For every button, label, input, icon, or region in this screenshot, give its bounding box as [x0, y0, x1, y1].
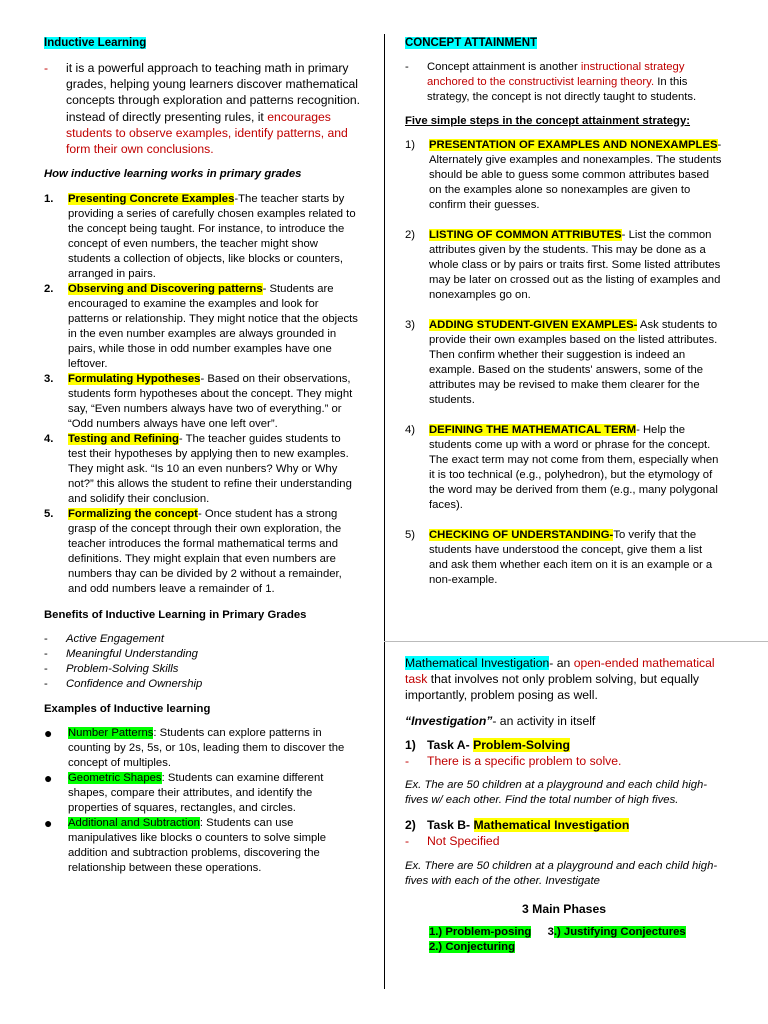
example-label: Number Patterns: [68, 727, 154, 740]
intro-text-a: it is a powerful approach to teaching math in primary grades, helping young learners discover mathematical concepts through exploration and patterns recognition. instead of directly presenting rules, it: [66, 61, 361, 124]
list-item: [405, 138, 723, 213]
task-note: There is a specific problem to solve.: [427, 754, 622, 769]
example-text: : Students can use manipulatives like blocks o counters to solve simple addition and subtraction problems, discovering the relationship between these operations.: [68, 817, 327, 875]
list-item: [44, 632, 362, 647]
column-divider: [384, 34, 385, 989]
step-number: 2): [405, 229, 416, 241]
list-item: [44, 771, 362, 816]
task-b-note: [405, 833, 723, 849]
list-item: [44, 372, 362, 432]
list-item: [44, 432, 362, 507]
phase-1: 1.) Problem-posing: [429, 925, 532, 938]
dash-marker: -: [44, 648, 48, 661]
dash-marker: -: [44, 633, 48, 646]
benefit-text: Problem-Solving Skills: [66, 663, 179, 676]
phase-3-num: 3: [547, 925, 554, 938]
step-text: - List the common attributes given by the students. This may be done as a whole class or by pairs or traits first. Some listed attributes may be later on crossed out as the listing of examples and nonexamples go on.: [429, 229, 721, 301]
mi-red: open-ended mathematical task: [405, 656, 715, 687]
list-item: [405, 228, 723, 303]
step-text: - Students are encouraged to examine the examples and look for patterns or relationship. They might notice that the objects in the even number examples are always grounded in pairs, while those in odd number examples have one leftover.: [68, 283, 358, 371]
list-item: [44, 647, 362, 662]
dash-marker: -: [405, 834, 410, 849]
example-text: : Students can explore patterns in counting by 2s, 5s, or 10s, leading them to discover the concept of multiples.: [68, 727, 345, 770]
step-text: - Alternately give examples and nonexamples. The students should be able to guess some common attributes based on the examples alone so nonexamples are given to confirm their guesses.: [429, 139, 722, 211]
step-number: 5.: [44, 508, 54, 521]
dash-marker: -: [405, 754, 410, 769]
task-number: 2): [405, 818, 416, 833]
step-number: 3): [405, 319, 416, 331]
list-item: [44, 192, 362, 282]
task-a-heading: [405, 737, 723, 753]
left-column: [44, 36, 362, 876]
intro-paragraph: [44, 60, 362, 157]
step-number: 1): [405, 139, 416, 151]
task-b-heading: [405, 817, 723, 833]
example-text: : Students can examine different shapes, compare their attributes, and identify the properties of squares, rectangles, and circles.: [68, 772, 324, 815]
mi-rest: that involves not only problem solving, but equally importantly, problem posing as well.: [405, 672, 700, 703]
ca-steps-heading: Five simple steps in the concept attainment strategy:: [405, 115, 691, 127]
step-text: Ask students to provide their own examples based on the listed attributes. Then confirm whether their suggestion is indeed an example. Based on the students' answers, some of the attributes may be revised to make them clearer for the students.: [429, 319, 718, 406]
benefit-text: Active Engagement: [66, 633, 164, 646]
step-text: - The teacher guides students to test their hypotheses by applying then to new examples. They might ask. “Is 10 an even nunbers? Why or Why not?” this allows the student to refine their understanding and solidify their conclusion.: [68, 433, 352, 506]
mi-dash: - an: [549, 656, 574, 670]
step-text: - Help the students come up with a word or phrase for the concept. The exact term may not come from them, especially when it is too technical (e.g., polyhedron), but the etymology of the word may be derived from them (e.g., many polygonal faces).: [429, 424, 719, 511]
list-item: [405, 318, 723, 408]
intro-text-red: encourages students to observe examples, identify patterns, and form their own conclusions.: [66, 109, 348, 157]
example-b: Ex. There are 50 children at a playground and each child high-fives with each of the other. Investigate: [405, 859, 718, 887]
benefit-text: Confidence and Ownership: [66, 678, 203, 691]
step-label: Presenting Concrete Examples: [68, 193, 235, 206]
list-item: [44, 662, 362, 677]
step-label: CHECKING OF UNDERSTANDING-: [429, 529, 614, 541]
ca-intro: [405, 60, 723, 105]
title-highlight: CONCEPT ATTAINMENT: [405, 37, 538, 49]
mi-label: Mathematical Investigation: [405, 656, 550, 670]
ca-intro-text: [427, 60, 723, 105]
phase-3: .) Justifying Conjectures: [553, 925, 686, 938]
step-number: 1.: [44, 193, 54, 206]
phases-row-2: [429, 940, 723, 955]
how-heading: How inductive learning works in primary grades: [44, 168, 302, 181]
list-item: [405, 423, 723, 513]
title-highlight: Inductive Learning: [44, 37, 147, 49]
bullet-icon: ●: [44, 770, 53, 787]
ca-intro-red: instructional strategy anchored to the constructivist learning theory.: [427, 61, 685, 88]
math-investigation-section: [405, 655, 723, 955]
step-number: 4): [405, 424, 416, 436]
benefits-list: [44, 632, 362, 692]
list-item: [405, 528, 723, 588]
step-number: 4.: [44, 433, 54, 446]
investigation-rest: - an activity in itself: [492, 713, 596, 728]
step-label: ADDING STUDENT-GIVEN EXAMPLES-: [429, 319, 638, 331]
task-label: Problem-Solving: [473, 737, 570, 752]
list-item: [44, 677, 362, 692]
bullet-icon: ●: [44, 815, 53, 832]
task-a-note: [405, 753, 723, 769]
example-a: Ex. The are 50 children at a playground and each child high-fives w/ each other. Find the total number of high fives.: [405, 779, 708, 807]
concept-attainment-title: [405, 36, 723, 51]
ca-intro-b: In this strategy, the concept is not directly taught to students.: [427, 76, 697, 103]
ca-intro-a: Concept attainment is another: [427, 61, 581, 73]
list-item: [44, 726, 362, 771]
example-label: Geometric Shapes: [68, 772, 162, 785]
task-number: 1): [405, 737, 416, 752]
step-label: Observing and Discovering patterns: [68, 283, 263, 296]
examples-list: [44, 726, 362, 876]
step-number: 2.: [44, 283, 54, 296]
investigation-line: [405, 713, 723, 729]
dash-marker: -: [44, 663, 48, 676]
step-label: Formalizing the concept: [68, 508, 198, 521]
step-text: -The teacher starts by providing a series of carefully chosen examples related to the concept being taught. For instance, to introduce the concept of even numbers, the teacher might show students a collection of objects, like blocks or counters, arranged in pairs.: [68, 193, 356, 281]
step-text: - Once student has a strong grasp of the concept through their own exploration, the teacher introduces the formal mathematical terms and definitions. They might explain that even numbers are numbers thay can be divided by 2 without a remainder, and odd numbers leave a remainder of 1.: [68, 508, 342, 596]
benefits-heading: Benefits of Inductive Learning in Primary Grades: [44, 609, 307, 622]
ca-steps-list: [405, 138, 723, 588]
mi-paragraph: [405, 655, 723, 704]
step-number: 3.: [44, 373, 54, 386]
step-number: 5): [405, 529, 416, 541]
step-label: LISTING OF COMMON ATTRIBUTES: [429, 229, 622, 241]
dash-marker: -: [405, 61, 409, 73]
inductive-learning-title: [44, 36, 362, 51]
phase-2: 2.) Conjecturing: [429, 940, 515, 953]
right-column: [405, 36, 723, 588]
list-item: [44, 816, 362, 876]
list-item: [44, 507, 362, 597]
phases-row-1: [429, 925, 723, 940]
step-label: DEFINING THE MATHEMATICAL TERM: [429, 424, 637, 436]
steps-list: [44, 192, 362, 597]
step-label: Testing and Refining: [68, 433, 179, 446]
example-label: Additional and Subtraction: [68, 817, 200, 830]
list-item: [44, 282, 362, 372]
dash-marker: -: [44, 61, 49, 75]
dash-marker: -: [44, 678, 48, 691]
step-text: To verify that the students have understood the concept, give them a list and ask them whether each item on it is an example or a non-example.: [429, 529, 713, 586]
investigation-label: “Investigation”: [405, 713, 493, 728]
step-text: - Based on their observations, students form hypotheses about the concept. They might say, “Even numbers always have two of everything.” or “Odd numbers always have one left over”.: [68, 373, 353, 431]
task-label: Mathematical Investigation: [473, 818, 630, 833]
task-note: Not Specified: [427, 834, 500, 849]
step-label: PRESENTATION OF EXAMPLES AND NONEXAMPLES: [429, 139, 718, 151]
task-prefix: Task A-: [427, 737, 474, 752]
step-label: Formulating Hypotheses: [68, 373, 201, 386]
intro-text: [66, 60, 362, 157]
examples-heading: Examples of Inductive learning: [44, 703, 211, 716]
benefit-text: Meaningful Understanding: [66, 648, 198, 661]
phases-heading: 3 Main Phases: [522, 901, 606, 916]
bullet-icon: ●: [44, 725, 53, 742]
task-prefix: Task B-: [427, 818, 474, 833]
section-divider: [384, 641, 768, 642]
